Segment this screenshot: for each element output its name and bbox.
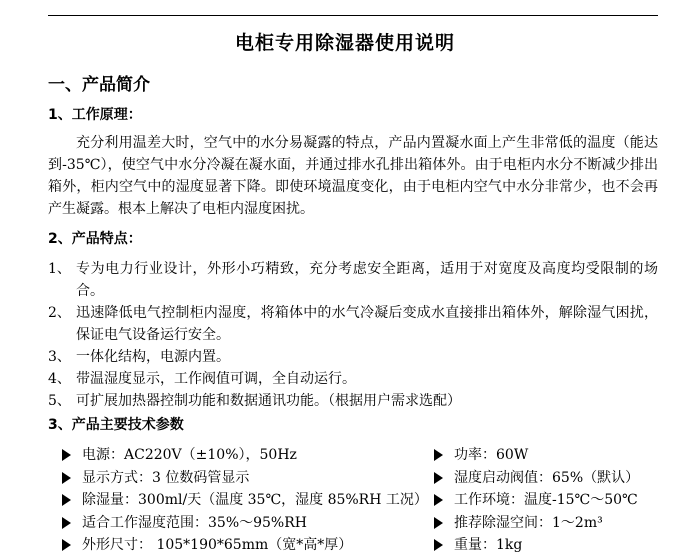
list-item [48,368,658,390]
subheading-working-principle: 1、工作原理： [48,107,142,123]
spec-text: 功率：60W [454,447,529,463]
arrow-bullet-icon [434,449,443,461]
spec-item [434,444,662,467]
spec-text: 电源：AC220V（±10%），50Hz [82,447,297,463]
list-item [48,302,658,346]
section-heading-product-intro: 一、产品简介 [48,75,150,95]
list-item-text: 可扩展加热器控制功能和数据通讯功能。（根据用户需求选配） [76,393,461,409]
arrow-bullet-icon [434,539,443,551]
arrow-bullet-icon [62,517,71,529]
spec-text: 重量：1kg [454,537,523,553]
arrow-bullet-icon [434,494,443,506]
spec-item [434,512,662,535]
spec-item [62,534,434,557]
list-item-number: 2、 [48,305,71,321]
list-item-text: 专为电力行业设计，外形小巧精致，充分考虑安全距离，适用于对宽度及高度均受限制的场合。 [76,261,658,299]
spec-text: 适合工作湿度范围：35%～95%RH [82,514,307,531]
subheading-technical-specs: 3、产品主要技术参数 [48,417,184,433]
spec-item [434,467,662,490]
list-item-number: 3、 [48,349,71,365]
list-item-number: 1、 [48,261,71,277]
arrow-bullet-icon [62,472,71,484]
header-rule [48,15,658,16]
document-title: 电柜专用除湿器使用说明 [234,32,455,54]
spec-item [62,489,434,512]
spec-text: 外形尺寸： 105*190*65mm（宽*高*厚） [82,537,353,553]
arrow-bullet-icon [62,449,71,461]
list-item-text: 迅速降低电气控制柜内湿度，将箱体中的水气冷凝后变成水直接排出箱体外，解除湿气困扰，保证电气设备运行安全。 [76,305,658,343]
spec-text: 推荐除湿空间：1～2m³ [454,514,603,531]
spec-item [434,489,662,512]
list-item-text: 一体化结构，电源内置。 [76,349,230,365]
arrow-bullet-icon [62,494,71,506]
arrow-bullet-icon [434,517,443,529]
list-item [48,346,658,368]
arrow-bullet-icon [62,539,71,551]
list-item-number: 5、 [48,393,71,409]
spec-item [62,512,434,535]
working-principle-paragraph: 充分利用温差大时，空气中的水分易凝露的特点，产品内置凝水面上产生非常低的温度（能达到-35℃），使空气中水分冷凝在凝水面，并通过排水孔排出箱体外。由于电柜内水分不断减少排出箱外，柜内空气中的湿度显著下降。即使环境温度变化，由于电柜内空气中水分非常少，也不会再产生凝露。根本上解决了电柜内湿度困扰。 [48,135,658,217]
spec-item [62,467,434,490]
list-item [48,390,658,412]
spec-grid [62,444,662,557]
spec-item [434,534,662,557]
spec-text: 显示方式：3 位数码管显示 [82,469,250,486]
spec-text: 除湿量：300ml/天（温度 35℃，湿度 85%RH 工况） [82,492,428,508]
list-item [48,258,658,302]
list-item-number: 4、 [48,371,71,387]
spec-item [62,444,434,467]
arrow-bullet-icon [434,472,443,484]
spec-text: 工作环境：温度-15℃～50℃ [454,492,638,508]
list-item-text: 带温湿度显示，工作阀值可调，全自动运行。 [76,371,356,387]
feature-list [48,258,658,412]
spec-text: 湿度启动阀值：65%（默认） [454,469,640,486]
subheading-product-features: 2、产品特点： [48,231,142,247]
